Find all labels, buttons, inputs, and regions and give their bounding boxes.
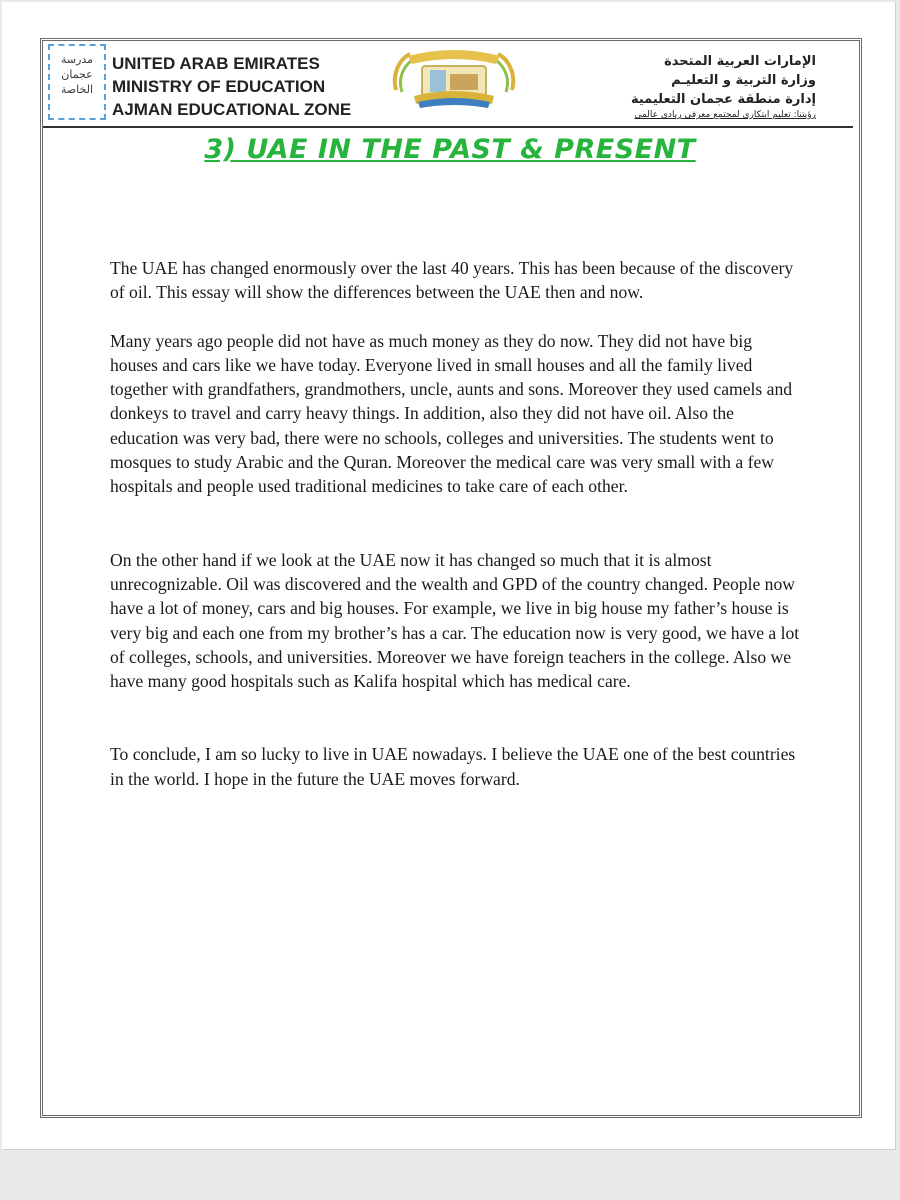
header-english [112, 52, 351, 121]
header-ministry-ar: وزارة التربية و التعليـم [671, 73, 816, 88]
header-zone-ar: إدارة منطقة عجمان التعليمية [630, 92, 816, 107]
header-ministry: MINISTRY OF EDUCATION [112, 77, 326, 96]
header-divider [43, 126, 853, 128]
paragraph-introduction: The UAE has changed enormously over the last 40 years. This has been because of the discovery of oil. This essay will show the differences between the UAE then and now. [110, 258, 794, 303]
paragraph-present: On the other hand if we look at the UAE now it has changed so much that it is almost unrecognizable. Oil was discovered and the wealth and GPD of the country changed. People now have a lot of money, cars and big houses. For example, we live in big house my father’s house is very big and each one from my brother’s has a car. The education now is very good, we have a lot of colleges, schools, and universities. Moreover we have foreign teachers in the college. Also we have many good hospitals such as Kalifa hospital which has medical care. [110, 549, 800, 692]
ministry-logo [388, 46, 520, 112]
essay-body [110, 256, 800, 791]
paragraph-past: Many years ago people did not have as much money as they do now. They did not have big houses and cars like we have today. Everyone lived in small houses and all the family lived together with grandfathers, grandmothers, uncle, aunts and sons. Moreover they used camels and donkeys to travel and carry heavy things. In addition, also they did not have oil. Also the education was very bad, there were no schools, colleges and universities. The students went to mosques to study Arabic and the Quran. Moreover the medical care was very small with a few hospitals and people used traditional medicines to take care of each other. [110, 330, 793, 497]
header-arabic [556, 52, 816, 121]
stamp-line: الخاصة [60, 83, 94, 96]
header-country: UNITED ARAB EMIRATES [112, 54, 320, 73]
header-motto-ar: رؤيتنا: تعليم ابتكاري لمجتمع معرفي ريادي عالمي [634, 110, 816, 120]
school-stamp [48, 44, 106, 120]
essay-title: 3) UAE IN THE PAST & PRESENT [204, 134, 696, 165]
stamp-line: عجمان [61, 68, 93, 81]
stamp-line: مدرسة [60, 53, 94, 66]
header-zone: AJMAN EDUCATIONAL ZONE [112, 100, 352, 119]
header-country-ar: الإمارات العربية المتحدة [664, 54, 816, 69]
paragraph-conclusion: To conclude, I am so lucky to live in UAE nowadays. I believe the UAE one of the best countries in the world. I hope in the future the UAE moves forward. [110, 744, 796, 789]
